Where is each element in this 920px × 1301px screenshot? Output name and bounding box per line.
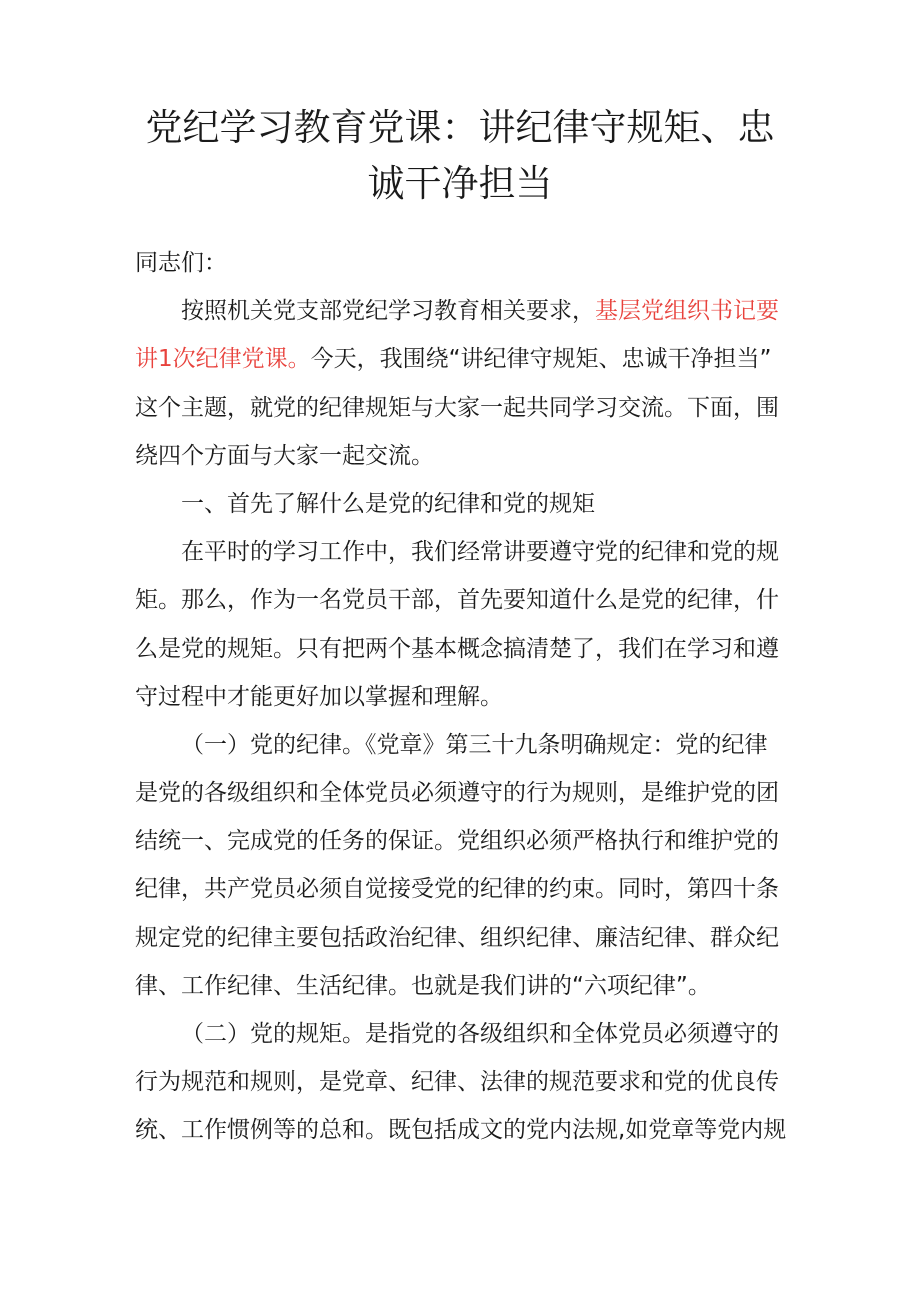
paragraph-3-line-3: 结统一、完成党的任务的保证。党组织必须严格执行和维护党的 — [135, 828, 779, 855]
title-line-2: 诚干净担当 — [367, 162, 553, 205]
paragraph-3-line-6: 律、工作纪律、生活纪律。也就是我们讲的“六项纪律”。 — [135, 972, 711, 999]
paragraph-3-line-2: 是党的各级组织和全体党员必须遵守的行为规则，是维护党的团 — [135, 780, 779, 807]
paragraph-2-line-2: 矩。那么，作为一名党员干部，首先要知道什么是党的纪律，什 — [135, 587, 779, 614]
paragraph-2-line-3: 么是党的规矩。只有把两个基本概念搞清楚了，我们在学习和遵 — [135, 635, 779, 662]
p1-text: 按照机关党支部党纪学习教育相关要求， — [181, 298, 595, 325]
paragraph-1-line-1 — [135, 287, 795, 335]
paragraph-1-line-2 — [135, 335, 795, 383]
title-line-1: 党纪学习教育党课：讲纪律守规矩、忠 — [145, 106, 775, 149]
document-title — [100, 100, 820, 212]
paragraph-4-line-3: 统、工作惯例等的总和。既包括成文的党内法规,如党章等党内规 — [135, 1117, 787, 1144]
paragraph-1-line-3: 这个主题，就党的纪律规矩与大家一起共同学习交流。下面，围 — [135, 394, 779, 421]
section-heading-1: 一、首先了解什么是党的纪律和党的规矩 — [181, 490, 595, 517]
p1-highlight-text: 基层党组织书记要 — [595, 298, 779, 325]
paragraph-4-line-1: （二）党的规矩。是指党的各级组织和全体党员必须遵守的 — [181, 1021, 779, 1047]
document-body — [135, 239, 795, 1155]
p1-highlight-text-2: 讲1次纪律党课。 — [135, 346, 311, 373]
paragraph-3-line-1: （一）党的纪律。《党章》第三十九条明确规定：党的纪律 — [181, 731, 768, 758]
paragraph-1-line-4: 绕四个方面与大家一起交流。 — [135, 442, 434, 469]
paragraph-3-line-4: 纪律，共产党员必须自觉接受党的纪律的约束。同时，第四十条 — [135, 876, 779, 903]
salutation: 同志们： — [135, 250, 227, 276]
paragraph-4-line-2: 行为规范和规则，是党章、纪律、法律的规范要求和党的优良传 — [135, 1069, 779, 1096]
p1-text-2: 今天，我围绕“讲纪律守规矩、忠诚干净担当” — [310, 346, 772, 373]
paragraph-2-line-1: 在平时的学习工作中，我们经常讲要遵守党的纪律和党的规 — [181, 539, 779, 566]
paragraph-2-line-4: 守过程中才能更好加以掌握和理解。 — [135, 683, 503, 710]
paragraph-3-line-5: 规定党的纪律主要包括政治纪律、组织纪律、廉洁纪律、群众纪 — [135, 924, 779, 951]
